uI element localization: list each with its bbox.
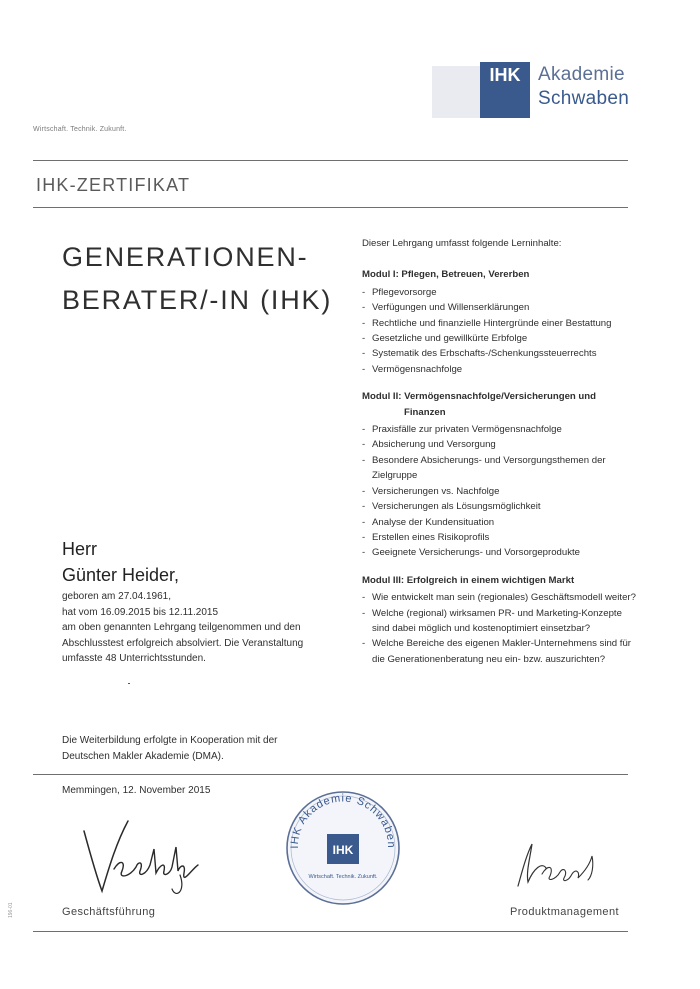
logo-word-schwaben: Schwaben xyxy=(538,88,630,109)
title-line-2: BERATER/-IN (IHK) xyxy=(62,285,333,315)
module-item: - Geeignete Versicherungs- und Vorsorgeprodukte xyxy=(362,545,642,560)
module-title: Modul III: Erfolgreich in einem wichtigen Markt xyxy=(362,574,575,586)
ihk-seal-stamp xyxy=(285,790,401,906)
logo-word-akademie: Akademie xyxy=(538,64,625,85)
module-list xyxy=(362,267,642,667)
certificate-title xyxy=(62,236,332,322)
course-content xyxy=(362,236,642,679)
form-code: 196-01 xyxy=(8,902,14,918)
cooperation-note xyxy=(62,733,278,764)
module-title-continued: Finanzen xyxy=(404,406,446,418)
signature-right xyxy=(512,838,602,893)
divider-footer xyxy=(33,774,628,775)
signature-left xyxy=(80,813,210,903)
module-item: - Welche Bereiche des eigenen Makler-Unternehmens sind für die Generationenberatung neu ein- bzw. auszurichten? xyxy=(362,636,642,667)
module-item: - Rechtliche und finanzielle Hintergründe einer Bestattung xyxy=(362,316,642,331)
recipient-salutation: Herr xyxy=(62,539,97,559)
header-tagline: Wirtschaft. Technik. Zukunft. xyxy=(33,126,127,133)
module-item: - Verfügungen und Willenserklärungen xyxy=(362,300,642,315)
module-heading xyxy=(362,267,642,282)
seal-bottom-text: Wirtschaft. Technik. Zukunft. xyxy=(308,874,378,880)
recipient-detail-line: am oben genannten Lehrgang teilgenommen und den xyxy=(62,622,301,633)
recipient-detail-line: hat vom 16.09.2015 bis 12.11.2015 xyxy=(62,606,219,618)
module-item: - Welche (regional) wirksamen PR- und Marketing-Konzepte sind dabei möglich und kostenoptimiert einsetzbar? xyxy=(362,606,642,637)
module-item: - Praxisfälle zur privaten Vermögensnachfolge xyxy=(362,422,642,437)
logo-box-text: IHK xyxy=(489,65,521,85)
module-item: - Analyse der Kundensituation xyxy=(362,515,642,530)
module-item: - Wie entwickelt man sein (regionales) Geschäftsmodell weiter? xyxy=(362,590,642,605)
certificate-label: IHK-ZERTIFIKAT xyxy=(36,175,191,195)
content-intro: Dieser Lehrgang umfasst folgende Lerninhalte: xyxy=(362,238,562,249)
divider-bottom xyxy=(33,931,628,932)
divider-top xyxy=(33,160,628,161)
module-title: Modul I: Pflegen, Betreuen, Vererben xyxy=(362,269,530,281)
cooperation-line: Deutschen Makler Akademie (DMA). xyxy=(62,750,224,762)
module-item: - Pflegevorsorge xyxy=(362,285,642,300)
module-items xyxy=(362,422,642,561)
recipient-detail-line: Abschlusstest erfolgreich absolviert. Die Veranstaltung xyxy=(62,637,304,649)
cooperation-line: Die Weiterbildung erfolgte in Kooperation mit der xyxy=(62,735,278,746)
module-item: - Gesetzliche und gewillkürte Erbfolge xyxy=(362,331,642,346)
role-management: Geschäftsführung xyxy=(62,906,156,918)
stray-mark xyxy=(128,683,130,684)
recipient-name-block xyxy=(62,536,179,588)
module-items xyxy=(362,590,642,667)
module-item: - Vermögensnachfolge xyxy=(362,362,642,377)
module-heading xyxy=(362,573,642,588)
title-line-1: GENERATIONEN- xyxy=(62,242,309,272)
recipient-name: Günter Heider, xyxy=(62,565,180,585)
module-items xyxy=(362,285,642,377)
seal-ring-text: IHK Akademie Schwaben xyxy=(288,792,398,849)
recipient-detail-line: umfasste 48 Unterrichtsstunden. xyxy=(62,653,206,664)
recipient-detail-line: geboren am 27.04.1961, xyxy=(62,591,171,602)
logo-box xyxy=(480,62,530,118)
module-heading xyxy=(362,389,642,420)
ihk-akademie-logo xyxy=(432,62,642,118)
module-item: - Systematik des Erbschafts-/Schenkungssteuerrechts xyxy=(362,346,642,361)
module-item: - Besondere Absicherungs- und Versorgungsthemen der Zielgruppe xyxy=(362,453,642,484)
recipient-details xyxy=(62,589,303,667)
role-product-management: Produktmanagement xyxy=(510,906,619,918)
module-item: - Versicherungen vs. Nachfolge xyxy=(362,484,642,499)
module-item: - Versicherungen als Lösungsmöglichkeit xyxy=(362,499,642,514)
module-item: - Absicherung und Versorgung xyxy=(362,437,642,452)
place-and-date: Memmingen, 12. November 2015 xyxy=(62,785,211,796)
seal-center-text: IHK xyxy=(332,843,354,857)
divider-label xyxy=(33,207,628,208)
logo-band xyxy=(432,66,480,118)
module-item: - Erstellen eines Risikoprofils xyxy=(362,530,642,545)
module-title: Modul II: Vermögensnachfolge/Versicherungen und xyxy=(362,391,597,403)
